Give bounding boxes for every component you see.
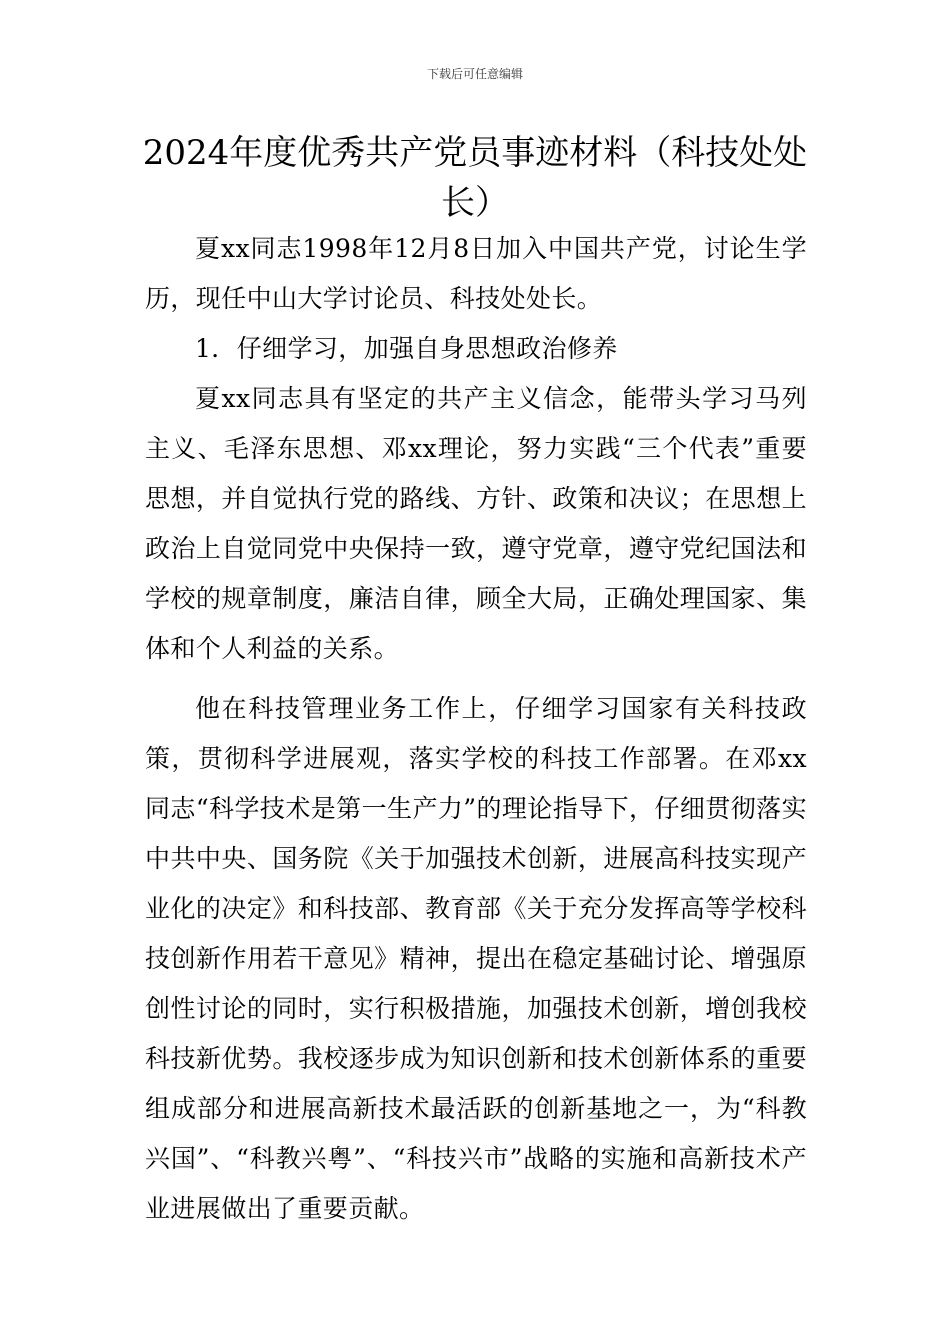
section-heading: 1．仔细学习，加强自身思想政治修养 [195,334,618,363]
header-note: 下载后可任意编辑 [426,67,523,81]
paragraph-intro: 夏xx同志1998年12月8日加入中国共产党，讨论生学历，现任中山大学讨论员、科技处处长。 [145,234,807,313]
paragraph-ideology: 夏xx同志具有坚定的共产主义信念，能带头学习马列主义、毛泽东思想、邓xx理论，努力实践“三个代表”重要思想，并自觉执行党的路线、方针、政策和决议；在思想上政治上自觉同党中央保持一致，遵守党章，遵守党纪国法和学校的规章制度，廉洁自律，顾全大局，正确处理国家、集体和个人利益的关系。 [145,384,807,663]
document-title: 2024年度优秀共产党员事迹材料（科技处处长） [142,133,808,223]
paragraph-management: 他在科技管理业务工作上，仔细学习国家有关科技政策，贯彻科学进展观，落实学校的科技工作部署。在邓xx同志“科学技术是第一生产力”的理论指导下，仔细贯彻落实中共中央、国务院《关于加强技术创新，进展高科技实现产业化的决定》和科技部、教育部《关于充分发挥高等学校科技创新作用若干意见》精神，提出在稳定基础讨论、增强原创性讨论的同时，实行积极措施，加强技术创新，增创我校科技新优势。我校逐步成为知识创新和技术创新体系的重要组成部分和进展高新技术最活跃的创新基地之一，为“科教兴国”、“科教兴粤”、“科技兴市”战略的实施和高新技术产业进展做出了重要贡献。 [145,694,807,1223]
document-body [145,224,807,1234]
